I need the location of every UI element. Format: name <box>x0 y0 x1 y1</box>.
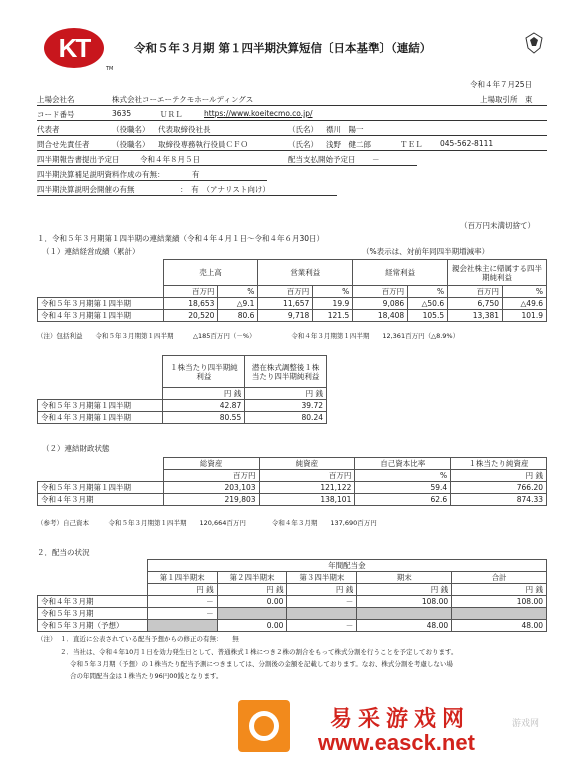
table-cell: 39.72 <box>245 400 327 412</box>
table-cell: 80.55 <box>163 412 245 424</box>
table-row <box>38 400 327 412</box>
unit-cell: 百万円 <box>258 286 313 298</box>
table-cell: 18,408 <box>353 310 408 322</box>
report-label: 四半期報告書提出予定日 <box>37 155 120 164</box>
report-date: 令和４年７月25日 <box>470 80 533 89</box>
col-sales: 売上高 <box>163 260 258 286</box>
contact-title-label: （役職名） <box>112 140 150 149</box>
table-cell: 138,101 <box>259 494 355 506</box>
col-total-assets: 総資産 <box>163 458 259 470</box>
dividend-start-label: 配当支払開始予定日 <box>288 155 356 164</box>
col-net-assets: 純資産 <box>259 458 355 470</box>
table-cell: 9,718 <box>258 310 313 322</box>
table-cell: － <box>287 620 357 632</box>
col-q2: 第２四半期末 <box>217 572 287 584</box>
table-cell: 874.33 <box>451 494 547 506</box>
row-label: 令和４年３月期第１四半期 <box>38 412 163 424</box>
dividend-start-value: － <box>372 155 380 164</box>
col-ordinary-income: 経常利益 <box>353 260 448 286</box>
company-url-link[interactable]: https://www.koeitecmo.co.jp/ <box>204 109 313 118</box>
note-label: （注） <box>37 635 57 643</box>
unit-cell: 円 銭 <box>245 388 327 400</box>
row-label: 令和５年３月期第１四半期 <box>38 482 164 494</box>
table-row <box>38 608 547 620</box>
table-cell <box>357 608 452 620</box>
table-cell: 9,086 <box>353 298 408 310</box>
unit-cell: % <box>218 286 258 298</box>
unit-cell: 百万円 <box>163 286 218 298</box>
table-cell: 80.6 <box>218 310 258 322</box>
row-label: 令和４年３月期 <box>38 596 148 608</box>
table-row <box>38 298 547 310</box>
col-diluted-eps: 潜在株式調整後１株当たり四半期純利益 <box>245 356 327 388</box>
table-cell: 6,750 <box>448 298 503 310</box>
table-cell: － <box>287 596 357 608</box>
table-cell: 108.00 <box>357 596 452 608</box>
table-cell: 105.5 <box>408 310 448 322</box>
url-label: ＵＲＬ <box>160 110 183 119</box>
col-total: 合計 <box>452 572 547 584</box>
contact-label: 問合せ先責任者 <box>37 140 90 149</box>
col-operating-income: 営業利益 <box>258 260 353 286</box>
table-cell: 19.9 <box>313 298 353 310</box>
table-cell <box>287 608 357 620</box>
table-cell: 20,520 <box>163 310 218 322</box>
unit-cell: 百万円 <box>353 286 408 298</box>
dividend-note-2b: 令和５年３月期（予想）の１株当たり配当予測につきましては、分割後の金額を記載しております。なお、株式分割を考慮しない場 <box>70 660 453 668</box>
table-cell: 11,657 <box>258 298 313 310</box>
table-cell <box>217 608 287 620</box>
row-label: 令和５年３月期第１四半期 <box>38 298 164 310</box>
table-cell: 42.87 <box>163 400 245 412</box>
meeting-value: ： 有 （アナリスト向け） <box>180 185 270 194</box>
table-cell: 121.5 <box>313 310 353 322</box>
unit-cell: % <box>355 470 451 482</box>
equity-note: （参考）自己資本 令和５年３月期第１四半期 120,664百万円 令和４年３月期 137,690百万円 <box>37 519 377 527</box>
trademark-mark: TM <box>106 66 114 72</box>
row-label: 令和４年３月期 <box>38 494 164 506</box>
table-cell: 219,803 <box>163 494 259 506</box>
section1-sub1: （１）連結経営成績（累計） <box>42 247 140 256</box>
col-q3: 第３四半期末 <box>287 572 357 584</box>
contact-name: 浅野 健二郎 <box>326 140 371 149</box>
table-row <box>38 482 547 494</box>
koei-tecmo-logo: KT <box>44 28 104 68</box>
unit-cell: 百万円 <box>448 286 503 298</box>
table-cell: 766.20 <box>451 482 547 494</box>
pct-note: （%表示は、対前年同四半期増減率） <box>362 247 490 256</box>
watermark-site-name: 易采游戏网 <box>330 707 471 732</box>
unit-cell: 百万円 <box>259 470 355 482</box>
table-cell: 0.00 <box>217 596 287 608</box>
col-eps: １株当たり四半期純利益 <box>163 356 245 388</box>
table-cell: 80.24 <box>245 412 327 424</box>
units-note: （百万円未満切捨て） <box>460 221 535 230</box>
table-row <box>38 620 547 632</box>
col-bps: １株当たり純資産 <box>451 458 547 470</box>
table-cell: 121,122 <box>259 482 355 494</box>
table-cell: 18,653 <box>163 298 218 310</box>
dividend-note-2c: 合の年間配当金は１株当たり96円00銭となります。 <box>70 672 223 680</box>
col-equity-ratio: 自己資本比率 <box>355 458 451 470</box>
financial-position-table <box>37 457 547 506</box>
representative-label: 代表者 <box>37 125 60 134</box>
table-cell <box>452 608 547 620</box>
table-row <box>38 412 327 424</box>
table-row <box>38 494 547 506</box>
row-label: 令和５年３月期第１四半期 <box>38 400 163 412</box>
emblem-icon <box>524 32 544 54</box>
dividend-table <box>37 559 547 632</box>
unit-cell: % <box>408 286 448 298</box>
unit-cell: 円 銭 <box>287 584 357 596</box>
row-label: 令和５年３月期（予想） <box>38 620 148 632</box>
table-cell: 108.00 <box>452 596 547 608</box>
rep-name: 襟川 陽一 <box>326 125 364 134</box>
row-label: 令和５年３月期 <box>38 608 148 620</box>
table-cell: 59.4 <box>355 482 451 494</box>
table-cell: 203,103 <box>163 482 259 494</box>
unit-cell: % <box>503 286 547 298</box>
section2-title: ２．配当の状況 <box>37 548 90 557</box>
unit-cell: 円 銭 <box>452 584 547 596</box>
unit-cell: 円 銭 <box>357 584 452 596</box>
unit-cell: 百万円 <box>163 470 259 482</box>
table-cell: 48.00 <box>357 620 452 632</box>
watermark-small-text: 游戏网 <box>512 719 540 729</box>
table-cell: 0.00 <box>217 620 287 632</box>
contact-name-label: （氏名） <box>288 140 318 149</box>
tel-number: 045-562-8111 <box>440 139 494 148</box>
company-name: 株式会社コーエーテクモホールディングス <box>112 95 254 104</box>
section1-sub2: （２）連結財政状態 <box>42 444 110 453</box>
table-cell: 62.6 <box>355 494 451 506</box>
code-number: 3635 <box>112 109 132 118</box>
table-cell: △50.6 <box>408 298 448 310</box>
annual-dividend-header: 年間配当金 <box>147 560 546 572</box>
stock-exchange: 上場取引所 東 <box>480 95 533 104</box>
col-year-end: 期末 <box>357 572 452 584</box>
comprehensive-income-note: （注）包括利益 令和５年３月期第１四半期 △185百万円（－%） 令和４年３月期第１四半期 12,361百万円（△8.9%） <box>37 332 460 340</box>
contact-title: 取締役専務執行役員ＣＦＯ <box>158 140 248 149</box>
table-cell: 101.9 <box>503 310 547 322</box>
dividend-note-1: １．直近に公表されている配当予想からの修正の有無： 無 <box>60 635 239 643</box>
unit-cell: % <box>313 286 353 298</box>
table-cell: △9.1 <box>218 298 258 310</box>
table-cell: － <box>147 608 217 620</box>
meeting-label: 四半期決算説明会開催の有無 <box>37 185 135 194</box>
watermark-url: www.easck.net <box>318 730 475 755</box>
col-q1: 第１四半期末 <box>147 572 217 584</box>
row-label: 令和４年３月期第１四半期 <box>38 310 164 322</box>
unit-cell: 円 銭 <box>217 584 287 596</box>
operating-results-table <box>37 259 547 322</box>
section1-title: １．令和５年３月期第１四半期の連結業績（令和４年４月１日～令和４年６月30日） <box>37 234 325 243</box>
document-title: 令和５年３月期 第１四半期決算短信〔日本基準〕（連結） <box>134 41 432 55</box>
table-row <box>38 596 547 608</box>
table-cell: － <box>147 596 217 608</box>
table-cell <box>147 620 217 632</box>
unit-cell: 円 銭 <box>147 584 217 596</box>
report-date-value: 令和４年８月５日 <box>140 155 200 164</box>
table-cell: 48.00 <box>452 620 547 632</box>
supplementary-label: 四半期決算補足説明資料作成の有無： <box>37 170 165 179</box>
supplementary-value: 有 <box>192 170 200 179</box>
tel-label: ＴＥＬ <box>400 140 423 149</box>
unit-cell: 円 銭 <box>451 470 547 482</box>
table-cell: △49.6 <box>503 298 547 310</box>
watermark-logo-icon <box>238 700 290 752</box>
table-cell: 13,381 <box>448 310 503 322</box>
dividend-note-2: ２．当社は、令和４年10月１日を効力発生日として、普通株式１株につき２株の割合をもって株式分割を行うことを予定しております。 <box>60 648 458 656</box>
table-row <box>38 310 547 322</box>
col-net-income: 親会社株主に帰属する四半期純利益 <box>448 260 547 286</box>
code-label: コード番号 <box>37 110 75 119</box>
rep-title-label: （役職名） <box>112 125 150 134</box>
unit-cell: 円 銭 <box>163 388 245 400</box>
eps-table <box>37 355 327 424</box>
rep-name-label: （氏名） <box>288 125 318 134</box>
rep-title: 代表取締役社長 <box>158 125 211 134</box>
company-name-label: 上場会社名 <box>37 95 75 104</box>
